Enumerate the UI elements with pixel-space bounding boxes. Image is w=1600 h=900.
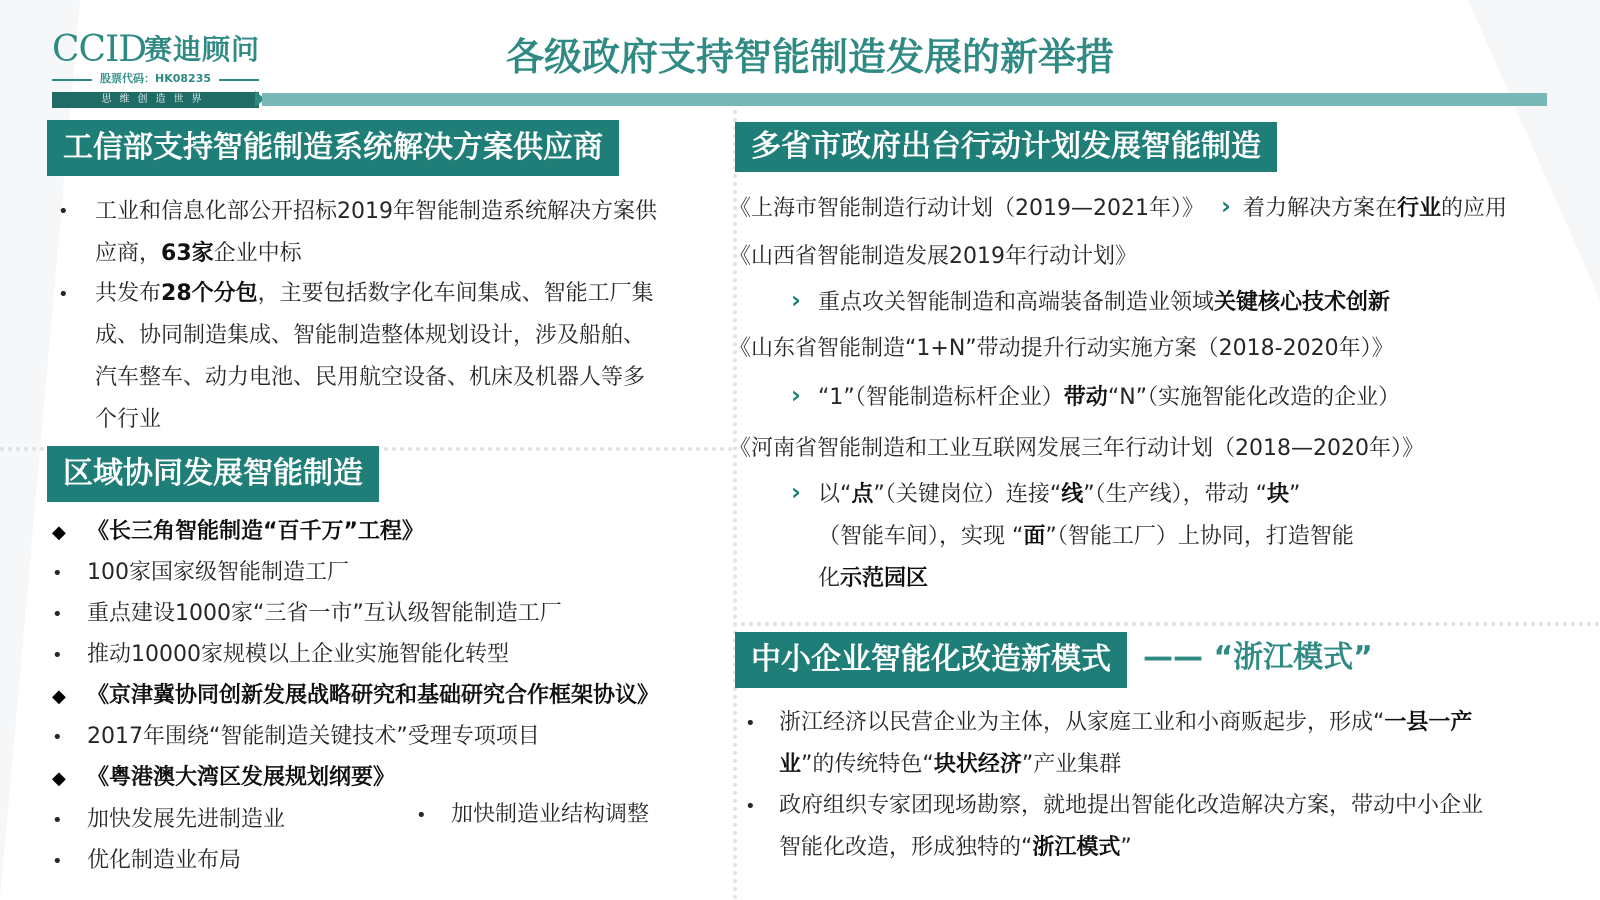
chevron-right-icon: › bbox=[1221, 192, 1231, 220]
diamond-icon: ◆ bbox=[52, 686, 66, 707]
right-horizontal-divider bbox=[733, 622, 1600, 626]
doc-greater-bay: 《粤港澳大湾区发展规划纲要》 bbox=[87, 765, 396, 790]
yangtze-item-3: 推动10000家规模以上企业实施智能化转型 bbox=[87, 642, 509, 667]
zhejiang-bullet-2-line1: 政府组织专家团现场勘察，就地提出智能化改造解决方案，带动中小企业 bbox=[779, 793, 1484, 818]
logo-rule-right bbox=[219, 79, 259, 81]
doc-yangtze: 《长三角智能制造“百千万”工程》 bbox=[87, 519, 424, 544]
bullet-dot-icon: • bbox=[52, 563, 63, 584]
diamond-icon: ◆ bbox=[52, 768, 66, 789]
zhejiang-model-subtitle: —— “浙江模式” bbox=[1143, 640, 1373, 675]
miit-bullet-2-line2: 成、协同制造集成、智能制造整体规划设计，涉及船舶、 bbox=[95, 323, 646, 348]
diamond-icon: ◆ bbox=[52, 522, 66, 543]
miit-bullet-2 bbox=[95, 273, 705, 441]
logo-stock-row bbox=[52, 70, 259, 88]
jingjinji-item-1: 2017年围绕“智能制造关键技术”受理专项项目 bbox=[87, 724, 540, 749]
zhejiang-bullet-2-line2: 智能化改造，形成独特的“浙江模式” bbox=[779, 835, 1132, 860]
bullet-dot-icon: • bbox=[52, 604, 63, 625]
miit-bullet-2-line3: 汽车整车、动力电池、民用航空设备、机床及机器人等多 bbox=[95, 365, 646, 390]
henan-point-line3: 化示范园区 bbox=[818, 566, 929, 591]
doc-jingjinji: 《京津冀协同创新发展战略研究和基础研究合作框架协议》 bbox=[87, 683, 660, 708]
shanghai-point: 着力解决方案在行业的应用 bbox=[1243, 196, 1508, 221]
bay-item-3: 优化制造业布局 bbox=[87, 848, 242, 873]
yangtze-item-1: 100家国家级智能制造工厂 bbox=[87, 560, 349, 585]
bullet-dot-icon: • bbox=[745, 713, 756, 734]
shandong-point: “1”（智能制造标杆企业）带动“N”（实施智能化改造的企业） bbox=[818, 385, 1401, 410]
doc-shanxi: 《山西省智能制造发展2019年行动计划》 bbox=[729, 244, 1137, 269]
bullet-dot-icon: • bbox=[58, 201, 69, 222]
section-heading-miit: 工信部支持智能制造系统解决方案供应商 bbox=[47, 120, 619, 176]
miit-bullet-1-line1: 工业和信息化部公开招标2019年智能制造系统解决方案供 bbox=[95, 199, 657, 224]
section-heading-provincial: 多省市政府出台行动计划发展智能制造 bbox=[735, 122, 1277, 172]
bullet-dot-icon: • bbox=[52, 727, 63, 748]
henan-point-line2: （智能车间），实现 “面”（智能工厂）上协同，打造智能 bbox=[818, 524, 1354, 549]
bullet-dot-icon: • bbox=[52, 810, 63, 831]
bullet-dot-icon: • bbox=[745, 796, 756, 817]
doc-henan: 《河南省智能制造和工业互联网发展三年行动计划（2018—2020年）》 bbox=[729, 436, 1424, 461]
chevron-right-icon: › bbox=[791, 381, 801, 409]
bullet-dot-icon: • bbox=[52, 645, 63, 666]
logo-stock-code: 股票代码：HK08235 bbox=[100, 72, 211, 85]
bay-item-2: 加快制造业结构调整 bbox=[451, 802, 650, 827]
bay-item-1: 加快发展先进制造业 bbox=[87, 807, 286, 832]
doc-shanghai: 《上海市智能制造行动计划（2019—2021年）》 bbox=[729, 196, 1204, 221]
miit-bullet-1 bbox=[95, 191, 705, 275]
zhejiang-bullet-1 bbox=[779, 702, 1539, 786]
bullet-dot-icon: • bbox=[52, 851, 63, 872]
chevron-right-icon: › bbox=[791, 478, 801, 506]
miit-bullet-1-line2: 应商，63家企业中标 bbox=[95, 241, 302, 266]
logo-slogan: 思维创造世界 bbox=[52, 92, 259, 108]
zhejiang-bullet-1-line2: 业”的传统特色“块状经济”产业集群 bbox=[779, 752, 1122, 777]
yangtze-item-2: 重点建设1000家“三省一市”互认级智能制造工厂 bbox=[87, 601, 562, 626]
chevron-right-icon: › bbox=[791, 286, 801, 314]
shanxi-point: 重点攻关智能制造和高端装备制造业领域关键核心技术创新 bbox=[818, 290, 1391, 315]
miit-bullet-2-line1: 共发布28个分包，主要包括数字化车间集成、智能工厂集 bbox=[95, 281, 654, 306]
ccid-logo bbox=[52, 30, 267, 108]
logo-text-cn: 赛迪顾问 bbox=[144, 33, 261, 66]
bullet-dot-icon: • bbox=[416, 805, 427, 826]
doc-shandong: 《山东省智能制造“1+N”带动提升行动实施方案（2018-2020年）》 bbox=[729, 336, 1394, 361]
logo-text-en: CCID bbox=[52, 29, 147, 70]
header-bar bbox=[262, 93, 1547, 106]
miit-bullet-2-line4: 个行业 bbox=[95, 407, 162, 432]
zhejiang-bullet-2 bbox=[779, 785, 1539, 869]
henan-point-line1: 以“点”（关键岗位）连接“线”（生产线），带动 “块” bbox=[818, 482, 1301, 507]
henan-point bbox=[818, 474, 1458, 600]
section-heading-regional: 区域协同发展智能制造 bbox=[47, 446, 379, 502]
zhejiang-bullet-1-line1: 浙江经济以民营企业为主体，从家庭工业和小商贩起步，形成“一县一产 bbox=[779, 710, 1473, 735]
background-shard bbox=[1380, 0, 1600, 300]
bullet-dot-icon: • bbox=[58, 284, 69, 305]
slide-title: 各级政府支持智能制造发展的新举措 bbox=[505, 35, 1114, 79]
section-heading-sme: 中小企业智能化改造新模式 bbox=[735, 632, 1127, 688]
